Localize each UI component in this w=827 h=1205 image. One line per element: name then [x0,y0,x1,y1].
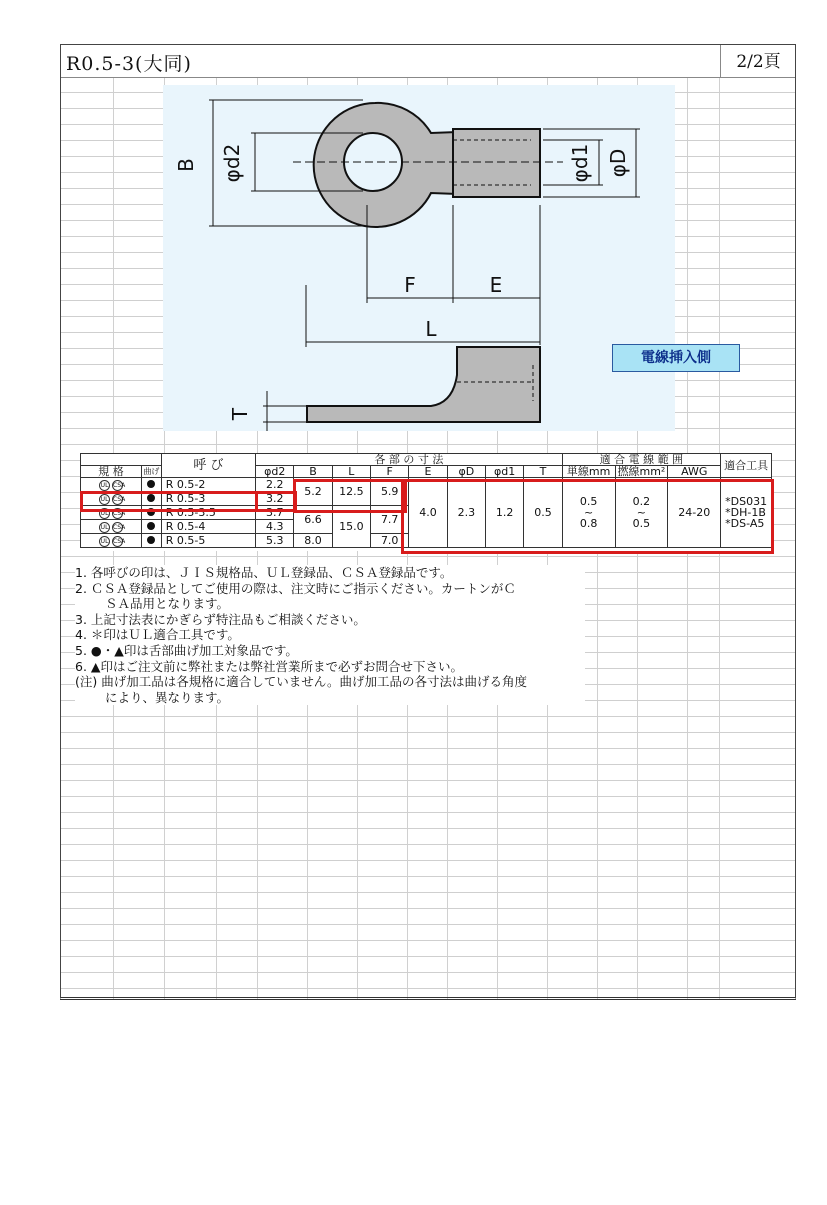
group-dims-header: 各 部 の 寸 法 [256,454,563,466]
row-d2: 2.2 [256,478,294,492]
notes-section [75,565,585,705]
row-name: R 0.5-2 [161,478,255,492]
cell-T: 0.5 [524,478,562,548]
tool-2: *DH-1B [725,506,766,519]
spreadsheet-page [60,44,796,1000]
csa-mark-icon: CSA [113,538,126,545]
note-remark: (注) 曲げ加工品は各規格に適合していません。曲げ加工品の各寸法は曲げる角度 [75,674,527,690]
col-bend: 曲げ [143,467,160,476]
cell-awg: 24-20 [668,478,721,548]
label-F: F [404,273,416,297]
note-remark-cont: により、異なります。 [105,689,230,705]
label-E: E [489,273,503,297]
col-tools-header: 適合工具 [721,454,772,478]
row-d2: 3.7 [256,506,294,520]
ul-mark-icon: UL [100,538,109,545]
col-name-header: 呼 び [161,454,255,478]
col-spec: 規 格 [81,466,142,478]
spec-marks [81,520,142,534]
col-strand: 撚線mm² [615,466,668,478]
note-2: 2. ＣＳＡ登録品としてご使用の際は、注文時にご指示ください。カートンがＣ [75,580,516,596]
bend-dot-icon [147,522,155,530]
cell-E: 4.0 [409,478,447,548]
ul-mark-icon: UL [100,496,109,503]
label-B: B [174,158,198,172]
page-title: R0.5-3(大同) [66,53,192,75]
note-5: 5. ●・▲印は舌部曲げ加工対象品です。 [75,642,298,658]
csa-mark-icon: CSA [113,482,126,489]
cell-B-a: 5.2 [294,478,332,506]
row-d2: 5.3 [256,534,294,548]
terminal-diagram-svg [163,85,675,431]
note-6: 6. ▲印はご注文前に弊社または弊社営業所まで必ずお問合せ下さい。 [75,658,464,674]
cell-L-a: 12.5 [332,478,370,506]
wire-insertion-side-badge: 電線挿入側 [612,344,740,372]
row-name: R 0.5-5 [161,534,255,548]
terminal-drawing [163,85,675,431]
cell-F-a: 5.9 [371,478,409,506]
col-F: F [371,466,409,478]
col-L: L [332,466,370,478]
highlight-name-row [80,491,258,512]
row-d2: 4.3 [256,520,294,534]
cell-F-c: 7.0 [371,534,409,548]
ul-mark-icon: UL [100,524,109,531]
cell-B-b: 6.6 [294,506,332,534]
spec-marks [81,478,142,492]
col-E: E [409,466,447,478]
col-solid: 単線mm [562,466,615,478]
col-B: B [294,466,332,478]
note-2-cont: ＳＡ品用となります。 [105,596,230,612]
csa-mark-icon: CSA [113,510,126,517]
note-4: 4. ＊印はＵＬ適合工具です。 [75,627,240,643]
row-name: R 0.5-3.5 [161,506,255,520]
cell-D: 2.3 [447,478,485,548]
cell-F-b: 7.7 [371,506,409,534]
label-L: L [425,317,437,341]
solid-min: 0.5 [579,495,598,508]
page-number: 2/2頁 [720,45,796,77]
tool-3: *DS-A5 [725,517,765,530]
col-D: φD [447,466,485,478]
strand-min: 0.2 [632,495,651,508]
csa-mark-icon: CSA [113,496,126,503]
solid-max: 0.8 [579,517,598,530]
col-awg: AWG [668,466,721,478]
row-name: R 0.5-4 [161,520,255,534]
row-d2: 3.2 [256,492,294,506]
cell-L-b: 15.0 [332,506,370,548]
highlight-BLF-cells [293,479,407,513]
csa-mark-icon: CSA [113,524,126,531]
label-d1: φd1 [568,143,592,183]
col-T: T [524,466,562,478]
label-D: φD [606,148,630,178]
ul-mark-icon: UL [100,482,109,489]
highlight-common-cells [401,479,774,554]
spec-marks [81,534,142,548]
group-wire-header: 適 合 電 線 範 囲 [562,454,720,466]
strand-tilde: ~ [636,506,647,519]
solid-tilde: ~ [583,506,594,519]
note-3: 3. 上記寸法表にかぎらず特注品もご相談ください。 [75,611,366,627]
bend-dot-icon [147,480,155,488]
ul-mark-icon: UL [100,510,109,517]
highlight-d2-cell [255,491,297,512]
cell-B-c: 8.0 [294,534,332,548]
col-d2: φd2 [256,466,294,478]
col-d1: φd1 [486,466,524,478]
note-1: 1. 各呼びの印は、ＪＩＳ規格品、ＵＬ登録品、ＣＳＡ登録品です。 [75,565,453,580]
row-name: R 0.5-3 [161,492,255,506]
col-spec-header [81,454,162,466]
cell-d1: 1.2 [486,478,524,548]
strand-max: 0.5 [632,517,651,530]
tool-1: *DS031 [725,495,768,508]
header-row [61,45,795,78]
label-d2: φd2 [220,143,244,183]
label-T: T [228,407,252,421]
bend-dot-icon [147,536,155,544]
